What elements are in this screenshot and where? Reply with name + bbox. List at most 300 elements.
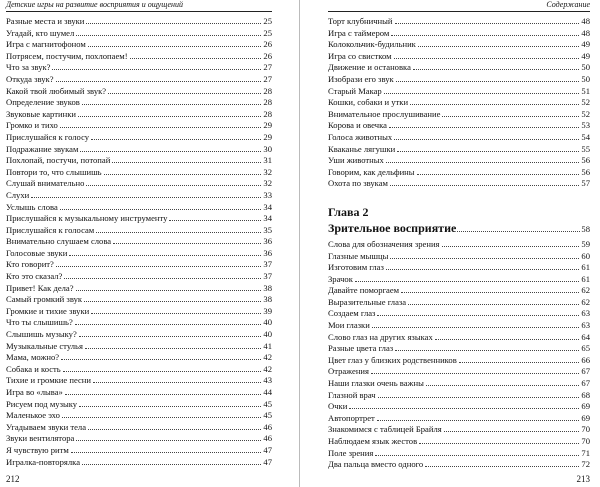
toc-entry-title: Два пальца вместо одного xyxy=(328,459,424,470)
toc-entry-page: 48 xyxy=(581,16,590,26)
leader-dots xyxy=(394,50,580,59)
toc-entry-title: Подражание звукам xyxy=(6,143,79,154)
leader-dots xyxy=(395,342,579,351)
toc-entry-title: Очки xyxy=(328,401,348,412)
toc-entry-title: Наши глазки очень важны xyxy=(328,378,424,389)
leader-dots xyxy=(390,250,579,259)
toc-entry-title: Громко и тихо xyxy=(6,120,58,131)
right-page-header xyxy=(328,0,590,12)
toc-entry-page: 52 xyxy=(581,108,590,119)
leader-dots xyxy=(71,444,262,453)
toc-entry-title: Игра во «лыва» xyxy=(6,387,63,397)
toc-entry[interactable] xyxy=(6,235,272,247)
toc-entry-title: Рисуем под музыку xyxy=(6,398,78,409)
toc-entry[interactable] xyxy=(328,61,590,73)
leader-dots xyxy=(31,189,261,198)
toc-entry-page: 38 xyxy=(263,282,272,293)
toc-entry-title: Прислушайся к голосам xyxy=(6,224,95,235)
toc-entry-title: Корова и овечка xyxy=(328,120,387,131)
toc-entry[interactable] xyxy=(6,177,272,189)
leader-dots xyxy=(113,235,261,244)
toc-entry-page: 46 xyxy=(263,433,272,444)
toc-entry[interactable] xyxy=(6,15,272,27)
left-header-title: Детские игры на развитие восприятия и ощущений xyxy=(6,0,183,9)
toc-entry-page: 68 xyxy=(581,389,590,400)
toc-entry[interactable] xyxy=(6,166,272,178)
toc-entry[interactable] xyxy=(328,354,590,366)
toc-entry[interactable] xyxy=(328,131,590,143)
toc-entry-title: Кваканье лягушки xyxy=(328,143,396,154)
leader-dots xyxy=(91,305,261,314)
toc-entry-page: 55 xyxy=(581,143,590,154)
toc-entry-title: Игралка-повторялка xyxy=(6,456,81,467)
leader-dots xyxy=(386,261,580,270)
toc-entry-title: Слушай внимательно xyxy=(6,178,85,189)
leader-dots xyxy=(76,432,261,441)
leader-dots xyxy=(56,258,262,267)
toc-entry-page: 64 xyxy=(581,331,590,342)
toc-entry-title: Игра с магнитофоном xyxy=(6,39,86,50)
toc-entry-page: 50 xyxy=(581,62,590,73)
toc-entry-page: 72 xyxy=(581,459,590,470)
leader-dots xyxy=(104,166,262,175)
toc-entry[interactable] xyxy=(6,316,272,328)
toc-entry-page: 57 xyxy=(581,178,590,189)
leader-dots xyxy=(78,108,261,117)
toc-entry[interactable] xyxy=(328,15,590,27)
toc-entry[interactable] xyxy=(6,432,272,444)
toc-entry[interactable] xyxy=(6,224,272,236)
toc-entry[interactable] xyxy=(328,296,590,308)
toc-entry[interactable] xyxy=(328,400,590,412)
toc-entry[interactable] xyxy=(328,50,590,62)
toc-entry[interactable] xyxy=(6,398,272,410)
toc-entry-page: 42 xyxy=(263,363,272,374)
toc-entry[interactable] xyxy=(6,96,272,108)
toc-entry[interactable] xyxy=(6,456,272,468)
toc-entry-title: Отражения xyxy=(328,366,369,377)
leader-dots xyxy=(79,398,261,407)
toc-entry-title: Повтори то, что слышишь xyxy=(6,166,102,177)
toc-entry-title: Знакомимся с таблицей Брайля xyxy=(328,424,442,435)
chapter-label: Глава 2 xyxy=(328,204,369,219)
leader-dots xyxy=(69,247,261,256)
toc-entry[interactable] xyxy=(328,238,590,250)
toc-entry-page: 51 xyxy=(581,85,590,96)
leader-dots xyxy=(63,363,262,372)
left-toc-list xyxy=(6,15,272,467)
toc-entry-page: 34 xyxy=(263,213,272,224)
leader-dots xyxy=(457,219,580,232)
toc-entry-page: 33 xyxy=(263,189,272,200)
toc-entry[interactable] xyxy=(6,73,272,85)
leader-dots xyxy=(349,400,579,409)
toc-entry-page: 26 xyxy=(263,39,272,50)
leader-dots xyxy=(79,328,262,337)
toc-entry-title: Зрачок xyxy=(328,273,353,284)
toc-entry-page: 49 xyxy=(581,50,590,61)
toc-entry-title: Голоса животных xyxy=(328,131,393,142)
toc-entry-page: 50 xyxy=(581,73,590,84)
toc-entry-page: 41 xyxy=(263,340,272,351)
toc-entry[interactable] xyxy=(6,50,272,62)
toc-entry-title: Глазной врач xyxy=(328,389,376,400)
toc-entry[interactable] xyxy=(328,423,590,435)
toc-entry-title: Цвет глаз у близких родственников xyxy=(328,354,457,365)
leader-dots xyxy=(408,296,579,305)
leader-dots xyxy=(442,238,580,247)
toc-entry[interactable] xyxy=(6,328,272,340)
toc-entry-page: 38 xyxy=(263,294,272,305)
toc-entry-page: 56 xyxy=(581,155,590,166)
toc-entry[interactable] xyxy=(328,154,590,166)
toc-entry-page: 67 xyxy=(581,366,590,377)
toc-entry-page: 37 xyxy=(263,271,272,282)
toc-entry[interactable] xyxy=(328,250,590,262)
leader-dots xyxy=(444,423,580,432)
toc-entry-title: Собака и кость xyxy=(6,363,61,374)
leader-dots xyxy=(395,15,580,24)
toc-entry[interactable] xyxy=(6,38,272,50)
toc-entry-page: 53 xyxy=(581,120,590,131)
toc-entry-title: Привет! Как дела? xyxy=(6,282,74,293)
toc-entry[interactable] xyxy=(328,119,590,131)
toc-entry-page: 69 xyxy=(581,401,590,412)
right-page xyxy=(300,0,600,487)
chapter-page: 58 xyxy=(581,223,590,234)
toc-entry-page: 43 xyxy=(263,375,272,386)
toc-entry-page: 27 xyxy=(263,62,272,73)
toc-entry[interactable] xyxy=(6,386,272,398)
chapter-title-row[interactable] xyxy=(328,219,590,235)
toc-entry-title: Слухи xyxy=(6,189,30,200)
toc-entry-title: Громкие и тихие звуки xyxy=(6,305,90,316)
toc-entry[interactable] xyxy=(328,261,590,273)
toc-entry[interactable] xyxy=(6,143,272,155)
toc-entry-page: 66 xyxy=(581,354,590,365)
toc-entry-page: 59 xyxy=(581,238,590,249)
leader-dots xyxy=(64,270,261,279)
toc-entry-page: 40 xyxy=(263,329,272,340)
toc-entry[interactable] xyxy=(328,166,590,178)
toc-entry-page: 36 xyxy=(263,247,272,258)
toc-entry-title: Автопортрет xyxy=(328,412,375,423)
toc-entry[interactable] xyxy=(328,284,590,296)
leader-dots xyxy=(355,273,580,282)
toc-entry[interactable] xyxy=(6,293,272,305)
leader-dots xyxy=(371,365,579,374)
toc-entry[interactable] xyxy=(6,201,272,213)
leader-dots xyxy=(112,154,261,163)
toc-entry[interactable] xyxy=(328,27,590,39)
toc-entry[interactable] xyxy=(6,27,272,39)
toc-entry-page: 42 xyxy=(263,352,272,363)
toc-entry-page: 35 xyxy=(263,224,272,235)
toc-entry[interactable] xyxy=(6,131,272,143)
toc-entry-title: Говорим, как дельфины xyxy=(328,166,415,177)
toc-entry-title: Прислушайся к голосу xyxy=(6,131,90,142)
toc-entry-page: 26 xyxy=(263,50,272,61)
leader-dots xyxy=(386,154,580,163)
toc-entry-title: Игра с таймером xyxy=(328,27,390,38)
toc-entry-title: Создаем глаз xyxy=(328,308,376,319)
toc-entry-title: Движение и остановка xyxy=(328,62,411,73)
leader-dots xyxy=(80,143,261,152)
toc-entry[interactable] xyxy=(328,435,590,447)
toc-entry[interactable] xyxy=(6,305,272,317)
toc-entry[interactable] xyxy=(328,458,590,470)
leader-dots xyxy=(169,212,261,221)
toc-entry[interactable] xyxy=(328,331,590,343)
toc-entry[interactable] xyxy=(328,319,590,331)
toc-entry-page: 44 xyxy=(263,387,272,397)
toc-entry-page: 61 xyxy=(581,262,590,273)
toc-entry-title: Глазные мышцы xyxy=(328,250,389,261)
right-page-number: 213 xyxy=(576,474,590,484)
toc-entry-title: Угадай, кто шумел xyxy=(6,27,75,38)
toc-entry-title: Изготовим глаз xyxy=(328,262,384,273)
toc-entry-page: 28 xyxy=(263,85,272,96)
toc-entry-page: 30 xyxy=(263,143,272,154)
toc-entry-page: 49 xyxy=(581,39,590,50)
toc-entry-page: 29 xyxy=(263,120,272,131)
toc-entry[interactable] xyxy=(328,143,590,155)
toc-entry-title: Музыкальные стулья xyxy=(6,340,83,351)
leader-dots xyxy=(61,351,261,360)
leader-dots xyxy=(459,354,580,363)
toc-entry-title: Старый Макар xyxy=(328,85,382,96)
toc-entry-title: Торт клубничный xyxy=(328,16,393,26)
toc-entry-title: Внимательно слушаем слова xyxy=(6,236,112,247)
toc-entry[interactable] xyxy=(6,61,272,73)
toc-entry-page: 36 xyxy=(263,236,272,247)
toc-entry-title: Выразительные глаза xyxy=(328,296,407,307)
toc-entry-title: Кто это сказал? xyxy=(6,271,63,282)
toc-entry-page: 63 xyxy=(581,320,590,331)
leader-dots xyxy=(56,73,262,82)
leader-dots xyxy=(377,307,579,316)
leader-dots xyxy=(88,421,261,430)
toc-entry-page: 69 xyxy=(581,412,590,423)
leader-dots xyxy=(108,85,261,94)
toc-entry[interactable] xyxy=(328,85,590,97)
toc-entry-title: Самый громкий звук xyxy=(6,294,83,305)
leader-dots xyxy=(396,73,580,82)
leader-dots xyxy=(76,282,262,291)
toc-entry-title: Разные места и звуки xyxy=(6,16,85,26)
leader-dots xyxy=(372,319,580,328)
toc-entry-title: Наблюдаем язык жестов xyxy=(328,436,418,446)
toc-entry-page: 62 xyxy=(581,296,590,307)
leader-dots xyxy=(425,458,579,467)
leader-dots xyxy=(82,456,261,465)
leader-dots xyxy=(96,224,261,233)
right-toc-list-top xyxy=(328,15,590,189)
toc-entry[interactable] xyxy=(6,270,272,282)
right-toc-list-bottom xyxy=(328,238,590,470)
leader-dots xyxy=(88,38,262,47)
toc-entry-page: 29 xyxy=(263,131,272,142)
toc-entry[interactable] xyxy=(328,389,590,401)
toc-entry-title: Звуки вентилятора xyxy=(6,433,75,444)
toc-entry[interactable] xyxy=(6,154,272,166)
leader-dots xyxy=(394,131,579,140)
toc-entry-page: 40 xyxy=(263,317,272,328)
toc-entry-title: Услышь слова xyxy=(6,201,58,212)
leader-dots xyxy=(84,293,261,302)
chapter-title: Зрительное восприятие xyxy=(328,220,457,235)
toc-entry-title: Колокольчик-будильник xyxy=(328,39,416,50)
leader-dots xyxy=(91,131,261,140)
toc-entry[interactable] xyxy=(6,374,272,386)
leader-dots xyxy=(401,284,579,293)
toc-entry-title: Слово глаз на других языках xyxy=(328,331,433,342)
toc-entry[interactable] xyxy=(6,363,272,375)
toc-entry-title: Маленькое эхо xyxy=(6,410,60,421)
toc-entry-title: Угадываем звуки тела xyxy=(6,421,87,432)
toc-entry-title: Поле зрения xyxy=(328,447,374,458)
toc-entry-title: Мои глазки xyxy=(328,320,370,331)
toc-entry-title: Кто говорит? xyxy=(6,259,54,270)
leader-dots xyxy=(410,96,579,105)
toc-entry-title: Что ты слышишь? xyxy=(6,317,73,328)
toc-entry[interactable] xyxy=(328,307,590,319)
toc-entry[interactable] xyxy=(328,377,590,389)
toc-entry[interactable] xyxy=(328,447,590,459)
toc-entry-page: 63 xyxy=(581,308,590,319)
toc-entry-page: 70 xyxy=(581,424,590,435)
leader-dots xyxy=(417,166,580,175)
toc-entry-page: 32 xyxy=(263,166,272,177)
toc-entry[interactable] xyxy=(6,409,272,421)
toc-entry-page: 52 xyxy=(581,97,590,108)
leader-dots xyxy=(418,38,580,47)
toc-entry-title: Определение звуков xyxy=(6,97,80,108)
toc-entry-page: 56 xyxy=(581,166,590,177)
toc-entry-page: 46 xyxy=(263,421,272,432)
toc-entry-page: 45 xyxy=(263,398,272,409)
toc-entry-page: 28 xyxy=(263,97,272,108)
leader-dots xyxy=(384,85,580,94)
toc-entry-page: 48 xyxy=(581,27,590,38)
leader-dots xyxy=(82,96,262,105)
toc-entry-page: 65 xyxy=(581,343,590,354)
toc-entry[interactable] xyxy=(6,421,272,433)
leader-dots xyxy=(442,108,579,117)
toc-entry[interactable] xyxy=(328,73,590,85)
leader-dots xyxy=(419,435,579,444)
toc-entry[interactable] xyxy=(328,96,590,108)
toc-entry[interactable] xyxy=(328,412,590,424)
toc-entry-title: Я чувствую ритм xyxy=(6,444,69,455)
toc-entry-title: Игра со свистком xyxy=(328,50,392,61)
right-header-title: Содержание xyxy=(546,0,590,9)
toc-entry[interactable] xyxy=(328,365,590,377)
toc-entry-page: 70 xyxy=(581,436,590,446)
toc-entry-page: 45 xyxy=(263,410,272,421)
leader-dots xyxy=(391,27,579,36)
leader-dots xyxy=(375,447,579,456)
toc-entry-page: 61 xyxy=(581,273,590,284)
toc-entry-title: Какой твой любимый звук? xyxy=(6,85,107,96)
leader-dots xyxy=(65,386,262,395)
toc-entry-title: Голосовые звуки xyxy=(6,247,68,258)
leader-dots xyxy=(389,119,579,128)
toc-entry-page: 37 xyxy=(263,259,272,270)
toc-entry[interactable] xyxy=(6,247,272,259)
leader-dots xyxy=(426,377,580,386)
toc-entry-title: Мама, можно? xyxy=(6,352,60,363)
toc-entry[interactable] xyxy=(328,177,590,189)
toc-entry-title: Что за звук? xyxy=(6,62,51,73)
toc-entry[interactable] xyxy=(6,351,272,363)
toc-entry-page: 67 xyxy=(581,378,590,389)
leader-dots xyxy=(52,61,261,70)
toc-entry-title: Слышишь музыку? xyxy=(6,329,77,340)
toc-entry[interactable] xyxy=(6,108,272,120)
leader-dots xyxy=(390,177,579,186)
toc-entry[interactable] xyxy=(6,282,272,294)
toc-entry-title: Кошки, собаки и утки xyxy=(328,97,409,108)
toc-entry[interactable] xyxy=(6,340,272,352)
leader-dots xyxy=(60,119,262,128)
toc-entry-title: Уши животных xyxy=(328,155,384,166)
leader-dots xyxy=(378,389,580,398)
leader-dots xyxy=(413,61,580,70)
toc-entry-title: Тихие и громкие песни xyxy=(6,375,92,386)
toc-entry[interactable] xyxy=(328,273,590,285)
toc-entry-title: Прислушайся к музыкальному инструменту xyxy=(6,213,168,224)
toc-entry[interactable] xyxy=(6,189,272,201)
toc-entry[interactable] xyxy=(328,342,590,354)
toc-entry-page: 54 xyxy=(581,131,590,142)
toc-entry-page: 27 xyxy=(263,73,272,84)
leader-dots xyxy=(75,316,262,325)
toc-entry-page: 47 xyxy=(263,456,272,467)
left-page-header xyxy=(6,0,272,12)
leader-dots xyxy=(86,177,261,186)
toc-entry-page: 32 xyxy=(263,178,272,189)
toc-entry[interactable] xyxy=(6,212,272,224)
toc-entry[interactable] xyxy=(6,119,272,131)
leader-dots xyxy=(85,340,261,349)
toc-entry-title: Охота по звукам xyxy=(328,178,388,189)
toc-entry-page: 47 xyxy=(263,444,272,455)
toc-entry-page: 28 xyxy=(263,108,272,119)
toc-entry-title: Внимательное прослушивание xyxy=(328,108,441,119)
toc-entry-title: Изобрази его звук xyxy=(328,73,394,84)
leader-dots xyxy=(93,374,261,383)
leader-dots xyxy=(435,331,580,340)
toc-entry[interactable] xyxy=(6,444,272,456)
toc-entry[interactable] xyxy=(6,258,272,270)
toc-entry-page: 34 xyxy=(263,201,272,212)
leader-dots xyxy=(86,15,261,24)
toc-entry[interactable] xyxy=(328,38,590,50)
leader-dots xyxy=(62,409,262,418)
toc-entry-page: 25 xyxy=(263,27,272,38)
toc-entry-title: Откуда звук? xyxy=(6,73,54,84)
toc-entry[interactable] xyxy=(6,85,272,97)
toc-entry-page: 71 xyxy=(581,447,590,458)
toc-entry-title: Слова для обозначения зрения xyxy=(328,238,440,249)
toc-entry-title: Потрясем, постучим, похлопаем! xyxy=(6,50,128,61)
toc-entry-title: Похлопай, постучи, потопай xyxy=(6,155,111,166)
toc-entry[interactable] xyxy=(328,108,590,120)
toc-entry-page: 62 xyxy=(581,285,590,296)
leader-dots xyxy=(60,201,262,210)
leader-dots xyxy=(397,143,579,152)
